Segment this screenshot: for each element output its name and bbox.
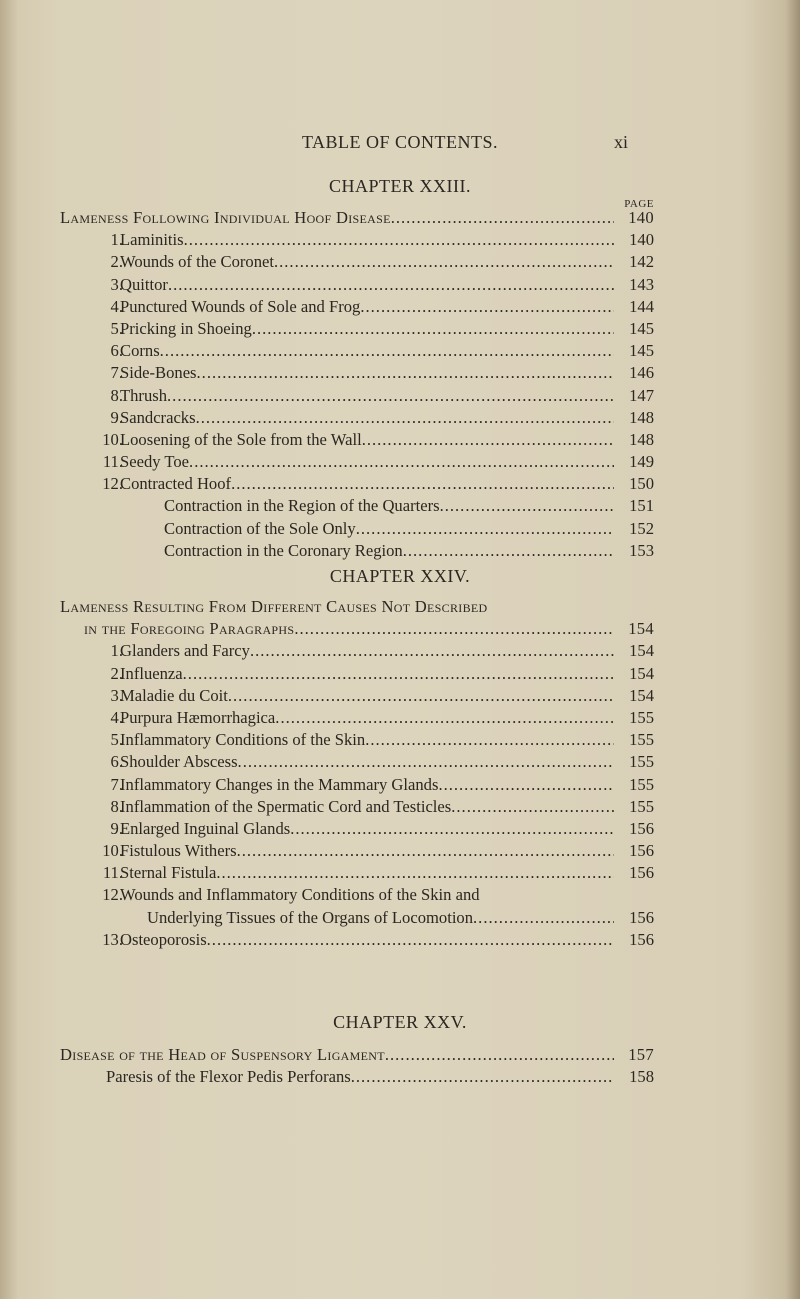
entry-page-number: 153 [629,540,654,560]
toc-entry[interactable] [60,495,654,517]
entry-page-number: 154 [629,663,654,683]
entry-number: 12. [102,885,123,905]
entry-page-number: 155 [629,707,654,727]
dot-leader [473,907,614,929]
dot-leader [237,840,614,862]
entry-number: 4. [110,296,123,316]
chapter-heading-xxv: CHAPTER XXV. [333,1012,467,1032]
toc-entry[interactable] [60,862,654,884]
entry-number: 13. [102,929,123,949]
toc-entry[interactable] [60,518,654,540]
entry-title: Side-Bones [120,363,197,383]
toc-entry[interactable] [60,296,654,318]
toc-entry[interactable] [60,473,654,495]
entry-page-number: 156 [629,863,654,883]
entry-page-number: 154 [628,619,654,639]
entry-page-number: 156 [629,929,654,949]
entry-page-number: 149 [629,452,654,472]
dot-leader [451,796,614,818]
header-page-number: xi [613,132,628,152]
toc-entry[interactable] [60,1066,654,1088]
toc-entry[interactable] [60,229,654,251]
entry-page-number: 142 [629,252,654,272]
entry-number: 1. [110,230,123,250]
chapter-heading-xxiv: CHAPTER XXIV. [329,566,471,586]
entry-page-number: 145 [629,341,654,361]
entry-title: in the Foregoing Paragraphs [84,619,295,639]
entry-page-number: 143 [629,274,654,294]
entry-page-number: 155 [629,796,654,816]
entry-number: 5. [110,730,123,750]
dot-leader [438,774,614,796]
entry-page-number: 157 [628,1045,654,1064]
dot-leader [356,518,614,540]
toc-entry[interactable] [60,685,654,707]
entry-number: 10. [102,841,123,861]
dot-leader [362,429,614,451]
toc-entry[interactable] [60,318,654,340]
dot-leader [238,751,614,773]
toc-entry[interactable] [60,1044,654,1066]
toc-chapter-xxiv [60,596,654,951]
toc-entry[interactable] [60,796,654,818]
toc-entry[interactable] [60,385,654,407]
entry-title: Purpura Hæmorrhagica [120,707,276,727]
entry-number: 8. [110,385,123,405]
entry-title: Contracted Hoof [120,474,232,494]
dot-leader [189,451,614,473]
entry-title: Pricking in Shoeing [120,318,252,338]
entry-title: Paresis of the Flexor Pedis Perforans [106,1067,351,1087]
entry-page-number: 140 [628,208,654,227]
entry-title: Maladie du Coit [120,685,228,705]
entry-title: Loosening of the Sole from the Wall [120,429,362,449]
entry-page-number: 148 [629,407,654,427]
entry-title: Osteoporosis [120,929,207,949]
dot-leader [196,407,614,429]
entry-title: Inflammatory Changes in the Mammary Glands [120,774,439,794]
entry-title: Contraction in the Region of the Quarters [164,496,440,516]
running-header [0,132,800,156]
entry-number: 5. [110,318,123,338]
toc-entry[interactable] [60,407,654,429]
toc-entry[interactable] [60,451,654,473]
entry-number: 7. [110,363,123,383]
dot-leader [385,1044,614,1066]
toc-entry[interactable] [60,274,654,296]
dot-leader [168,274,614,296]
entry-title: Enlarged Inguinal Glands [120,818,291,838]
entry-number: 11. [102,452,123,472]
entry-number: 7. [110,774,123,794]
entry-page-number: 147 [629,385,654,405]
entry-title: Inflammation of the Spermatic Cord and Testicles [120,796,452,816]
toc-entry[interactable] [60,707,654,729]
dot-leader [228,685,614,707]
entry-title: Lameness Resulting From Different Causes Not Described [60,597,488,616]
entry-page-number: 146 [629,363,654,383]
toc-entry[interactable] [60,884,654,906]
entry-page-number: 152 [629,518,654,538]
entry-number: 12. [102,474,123,494]
entry-title: Wounds and Inflammatory Conditions of the Skin and [120,885,480,905]
entry-page-number: 156 [629,818,654,838]
entry-page-number: 151 [629,496,654,516]
toc-entry[interactable] [60,774,654,796]
entry-title: Disease of the Head of Suspensory Ligament [60,1045,385,1064]
toc-chapter-xxiii [60,207,654,562]
dot-leader [365,729,614,751]
entry-page-number: 155 [629,752,654,772]
toc-entry[interactable] [60,818,654,840]
dot-leader [360,296,614,318]
dot-leader [351,1066,614,1088]
dot-leader [231,473,614,495]
entry-number: 6. [110,752,123,772]
entry-number: 11. [102,863,123,883]
entry-title: Fistulous Withers [120,841,237,861]
entry-title: Laminitis [120,230,184,250]
toc-entry[interactable] [60,618,654,640]
entry-title: Sandcracks [120,407,196,427]
entry-title: Wounds of the Coronet [120,252,274,272]
entry-number: 1. [110,641,123,661]
entry-number: 4. [110,707,123,727]
entry-number: 8. [110,796,123,816]
toc-entry[interactable] [60,596,654,618]
entry-page-number: 140 [629,230,654,250]
entry-page-number: 155 [629,774,654,794]
dot-leader [252,318,614,340]
entry-page-number: 144 [629,296,654,316]
entry-title: Underlying Tissues of the Organs of Locomotion [147,907,474,927]
toc-entry[interactable] [60,663,654,685]
entry-page-number: 154 [629,641,654,661]
entry-title: Contraction of the Sole Only [164,518,356,538]
entry-title: Quittor [120,274,168,294]
entry-number: 2. [110,252,123,272]
dot-leader [294,618,614,640]
toc-entry[interactable] [60,729,654,751]
dot-leader [440,495,614,517]
toc-entry[interactable] [60,251,654,273]
entry-title: Sternal Fistula [120,863,217,883]
entry-title: Thrush [120,385,168,405]
entry-title: Seedy Toe [120,452,190,472]
dot-leader [184,229,614,251]
dot-leader [160,340,614,362]
entry-title: Inflammatory Conditions of the Skin [120,730,366,750]
entry-page-number: 156 [629,907,654,927]
dot-leader [275,707,614,729]
dot-leader [197,362,614,384]
entry-title: Lameness Following Individual Hoof Disease [60,208,391,227]
toc-entry[interactable] [60,751,654,773]
toc-entry[interactable] [60,429,654,451]
dot-leader [290,818,614,840]
chapter-heading-xxiii: CHAPTER XXIII. [329,176,471,196]
toc-entry[interactable] [60,362,654,384]
dot-leader [207,929,614,951]
toc-chapter-xxv [60,1044,654,1088]
toc-entry[interactable] [60,907,654,929]
entry-page-number: 148 [629,429,654,449]
toc-entry[interactable] [60,340,654,362]
entry-number: 3. [110,685,123,705]
entry-title: Contraction in the Coronary Region [164,540,403,560]
entry-page-number: 155 [629,730,654,750]
entry-page-number: 150 [629,474,654,494]
entry-title: Punctured Wounds of Sole and Frog [120,296,361,316]
toc-entry[interactable] [60,540,654,562]
dot-leader [216,862,614,884]
entry-page-number: 154 [629,685,654,705]
entry-title: Shoulder Abscess [120,752,238,772]
toc-entry[interactable] [60,640,654,662]
entry-title: Glanders and Farcy [120,641,250,661]
entry-title: Corns [120,341,160,361]
entry-number: 10. [102,429,123,449]
dot-leader [167,385,614,407]
entry-number: 2. [110,663,123,683]
entry-page-number: 156 [629,841,654,861]
dot-leader [391,207,614,229]
toc-entry[interactable] [60,207,654,229]
dot-leader [250,640,614,662]
dot-leader [183,663,614,685]
entry-title: Influenza [120,663,183,683]
entry-number: 6. [110,341,123,361]
toc-entry[interactable] [60,929,654,951]
dot-leader [274,251,614,273]
entry-number: 9. [110,818,123,838]
page-column-label: PAGE [624,198,654,210]
entry-number: 3. [110,274,123,294]
entry-page-number: 158 [629,1067,654,1087]
entry-page-number: 145 [629,318,654,338]
dot-leader [403,540,614,562]
header-title: TABLE OF CONTENTS. [301,132,499,152]
toc-entry[interactable] [60,840,654,862]
entry-number: 9. [110,407,123,427]
